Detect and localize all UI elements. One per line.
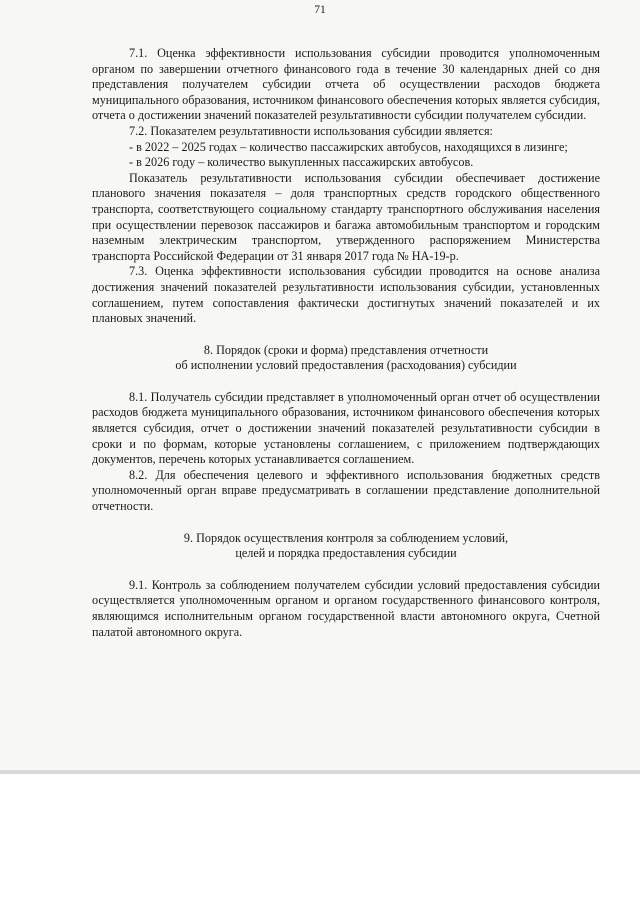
scan-edge-shadow xyxy=(0,770,640,774)
paragraph-7-2: 7.2. Показателем результативности использования субсидии является: xyxy=(129,123,493,138)
paragraph-8-2: 8.2. Для обеспечения целевого и эффективного использования бюджетных средств уполномоченный орган вправе предусматривать в соглашении представление дополнительной отчетности. xyxy=(92,467,600,514)
document-body xyxy=(92,46,600,640)
section-8-title-line-2: об исполнении условий предоставления (расходования) субсидии xyxy=(175,358,517,373)
paragraph-7-2-indicator: Показатель результативности использования субсидии обеспечивает достижение планового значения показателя – доля транспортных средств городского общественного транспорта, соответствующего социальному стандарту транспортного обслуживания населения при осуществлении перевозок пассажиров и багажа автомобильным транспортом и городским наземным электрическим транспортом, утвержденного распоряжением Министерства транспорта Российской Федерации от 31 января 2017 года № НА-19-р. xyxy=(92,170,600,263)
paragraph-9-1: 9.1. Контроль за соблюдением получателем субсидии условий предоставления субсидии осуществляется уполномоченным органом и органом государственного финансового контроля, являющимся исполнительным органом государственной власти автономного округа, Счетной палатой автономного округа. xyxy=(92,577,600,639)
paragraph-7-3: 7.3. Оценка эффективности использования субсидии проводится на основе анализа достижения значений показателей результативности использования субсидии, установленных соглашением, путем сопоставления фактически достигнутых значений показателей и их плановых значений. xyxy=(92,264,600,326)
paragraph-7-2-item-2: - в 2026 году – количество выкупленных пассажирских автобусов. xyxy=(129,155,474,170)
paragraph-7-2-item-1: - в 2022 – 2025 годах – количество пассажирских автобусов, находящихся в лизинге; xyxy=(129,139,568,154)
page-number: 71 xyxy=(314,4,326,16)
section-9-title-line-2: целей и порядка предоставления субсидии xyxy=(235,546,457,561)
section-9-title-line-1: 9. Порядок осуществления контроля за соблюдением условий, xyxy=(183,530,509,545)
section-8-title-line-1: 8. Порядок (сроки и форма) представления отчетности xyxy=(203,342,489,357)
paragraph-7-1: 7.1. Оценка эффективности использования субсидии проводится уполномоченным органом по завершении отчетного финансового года в течение 30 календарных дней со дня представления получателем субсидии отчета об осуществлении расходов бюджета муниципального образования, источником финансового обеспечения которых является субсидия, отчета о достижении значений показателей результативности субсидии получателем субсидии. xyxy=(92,46,600,123)
paragraph-8-1: 8.1. Получатель субсидии представляет в уполномоченный орган отчет об осуществлении расходов бюджета муниципального образования, источником финансового обеспечения которых является субсидия, отчет о достижении значений показателей результативности субсидии в сроки и по формам, которые установлены соглашением, с приложением подтверждающих документов, перечень которых устанавливается соглашением. xyxy=(92,389,600,467)
blank-margin xyxy=(0,770,640,905)
